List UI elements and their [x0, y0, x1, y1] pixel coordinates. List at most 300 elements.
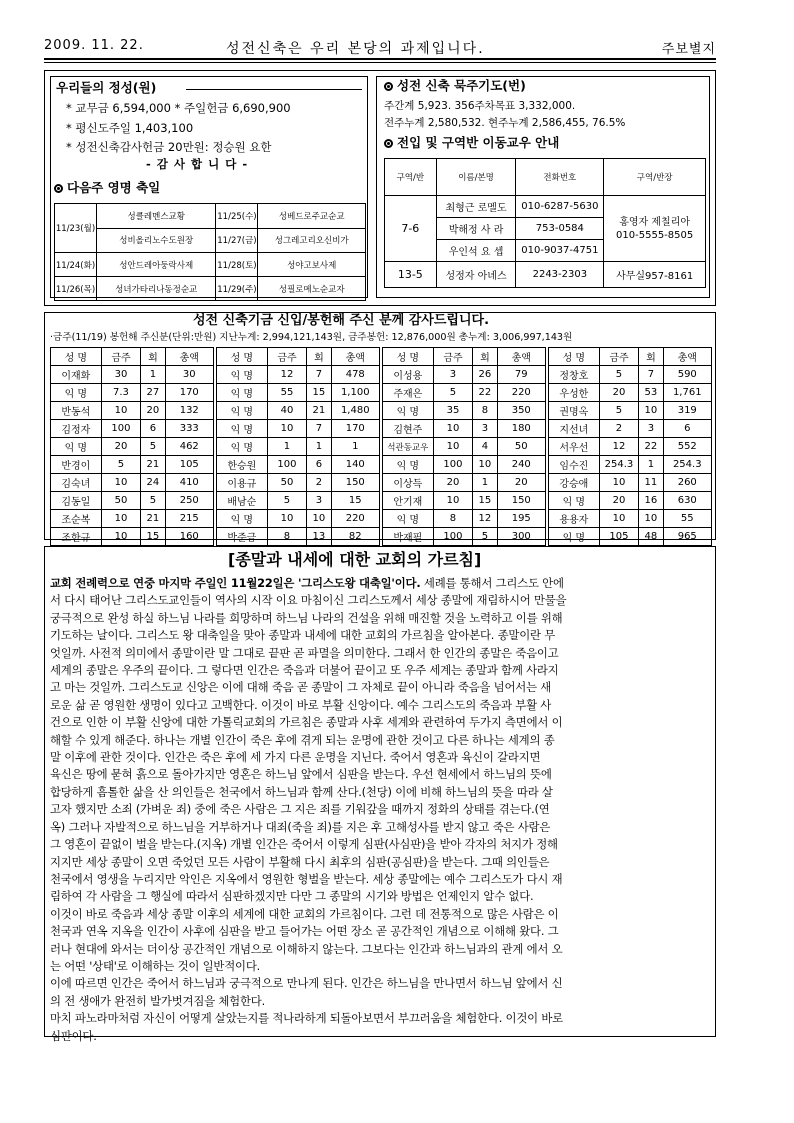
fund-cell: 7	[307, 420, 331, 438]
fund-row	[51, 510, 214, 528]
fund-table	[216, 347, 380, 546]
fund-cell: 15	[473, 492, 497, 510]
fund-cell: 12	[599, 438, 639, 456]
move-phone: 010-9037-4751	[516, 240, 604, 262]
fund-header-cell: 금주	[433, 348, 473, 366]
fund-cell: 익 명	[549, 528, 600, 546]
fund-row	[51, 528, 214, 546]
fund-cell: 300	[497, 528, 545, 546]
fund-cell: 1,100	[331, 384, 379, 402]
fund-row	[383, 384, 546, 402]
fund-cell: 53	[639, 384, 663, 402]
move-phone: 010-6287-5630	[516, 196, 604, 218]
fund-cell: 20	[497, 474, 545, 492]
fund-cell: 한승원	[217, 456, 268, 474]
fund-cell: 7	[639, 366, 663, 384]
feast-cell: 11/26(목)	[55, 277, 97, 301]
feast-cell: 11/28(토)	[216, 253, 258, 277]
fund-cell: 안기재	[383, 492, 434, 510]
fund-cell: 배남순	[217, 492, 268, 510]
feast-title-text: 다음주 영명 축일	[67, 180, 161, 195]
fund-row	[217, 366, 380, 384]
fund-cell: 익 명	[217, 384, 268, 402]
move-name: 우인석 요 셉	[436, 240, 516, 262]
move-leader: 사무실957-8161	[604, 262, 706, 288]
fund-row	[549, 384, 712, 402]
fund-header-row	[549, 348, 712, 366]
fund-cell: 55	[267, 384, 307, 402]
fund-cell: 김동일	[51, 492, 102, 510]
fund-header-cell: 총액	[663, 348, 711, 366]
fund-cell: 11	[639, 474, 663, 492]
feast-cell: 성그레고리오신비가	[258, 228, 366, 253]
fund-cell: 10	[101, 402, 141, 420]
fund-row	[549, 456, 712, 474]
fund-cell: 55	[663, 510, 711, 528]
fund-cell: 21	[141, 510, 165, 528]
article-line: 이에 따르면 인간은 죽어서 하느님과 궁극적으로 만나게 된다. 인간은 하느님을 만나면서 하느님 앞에서 신	[50, 976, 563, 991]
fund-cell: 100	[433, 528, 473, 546]
fund-cell: 8	[473, 402, 497, 420]
fund-cell: 254.3	[599, 456, 639, 474]
move-header: 전화번호	[516, 159, 604, 196]
fund-cell: 10	[433, 492, 473, 510]
article-body	[50, 575, 712, 1045]
move-table	[384, 158, 706, 288]
fund-cell: 319	[663, 402, 711, 420]
feast-cell: 성녀가타리나동정순교	[96, 277, 215, 301]
fund-cell: 6	[307, 456, 331, 474]
offerings-title-rule	[186, 89, 362, 90]
fund-header-cell: 회	[141, 348, 165, 366]
fund-row	[383, 366, 546, 384]
article-line: 말 이후에 관한 것이다. 인간은 죽은 후에 세 가지 다른 운명을 지닌다. 죽어서 영혼과 육신이 갈라지면	[50, 750, 541, 765]
fund-cell: 22	[639, 438, 663, 456]
fund-cell: 220	[331, 510, 379, 528]
article-line: 옥) 그러나 자발적으로 하느님을 거부하거나 대죄(죽을 죄)를 지은 후 고해성사를 받지 않고 죽은 사람은	[50, 819, 551, 834]
rosary-line-2: 전주누계 2,580,532. 현주누계 2,586,455, 76.5%	[384, 117, 626, 129]
fund-row	[217, 420, 380, 438]
article-line: 로운 삶 곧 영원한 생명이 있다고 고백한다. 이것이 바로 부활 신앙이다. 예수 그리스도의 죽음과 부활 사	[50, 697, 552, 712]
fund-row	[549, 366, 712, 384]
fund-row	[549, 420, 712, 438]
fund-cell: 410	[165, 474, 213, 492]
article-line: 건으로 인한 이 부활 신앙에 대한 가톨릭교회의 가르침은 종말과 사후 세계와 관련하여 두가지 측면에서 이	[50, 715, 563, 730]
move-code: 7-6	[385, 196, 437, 262]
fund-header-cell: 금주	[599, 348, 639, 366]
fund-cell: 10	[599, 510, 639, 528]
fund-cell: 반경이	[51, 456, 102, 474]
fund-header-cell: 성 명	[51, 348, 102, 366]
fund-cell: 333	[165, 420, 213, 438]
fund-row	[51, 402, 214, 420]
fund-cell: 1	[267, 438, 307, 456]
fund-cell: 105	[599, 528, 639, 546]
fund-cell: 10	[101, 510, 141, 528]
fund-cell: 지선녀	[549, 420, 600, 438]
fund-cell: 965	[663, 528, 711, 546]
fund-cell: 익 명	[217, 510, 268, 528]
fund-cell: 100	[433, 456, 473, 474]
article-line: 교회 전례력으로 연중 마지막 주일인 11월22일은 '그리스도왕 대축일'이다. 세례를 통해서 그리스도 안에	[50, 576, 564, 590]
article-line: 합당하게 흠톨한 삶을 산 의인들은 천국에서 하느님과 함께 산다.(천당) 이에 비해 하느님의 뜻을 따라 살	[50, 784, 553, 799]
fund-row	[51, 474, 214, 492]
fund-cell: 48	[639, 528, 663, 546]
fund-row	[549, 474, 712, 492]
fund-cell: 8	[433, 510, 473, 528]
article-line: 마치 파노라마처럼 자신이 어떻게 살았는지를 적나라하게 되돌아보면서 부끄러움을 체험한다. 이것이 바로	[50, 1011, 563, 1026]
fund-cell: 임수진	[549, 456, 600, 474]
fund-cell: 1	[639, 456, 663, 474]
fund-row	[383, 402, 546, 420]
move-phone: 2243-2303	[516, 262, 604, 288]
fund-row	[217, 456, 380, 474]
fund-table	[548, 347, 712, 546]
fund-cell: 10	[307, 510, 331, 528]
fund-row	[217, 438, 380, 456]
article-line: 천국과 연옥 지옥을 인간이 사후에 심판을 받고 들어가는 어떤 장소 곧 공간적인 개념으로 이해해 왔다. 그	[50, 924, 559, 939]
fund-cell: 10	[473, 456, 497, 474]
fund-cell: 익 명	[217, 366, 268, 384]
fund-cell: 1	[307, 438, 331, 456]
feast-title	[54, 180, 160, 195]
fund-cell: 160	[165, 528, 213, 546]
fund-cell: 익 명	[383, 402, 434, 420]
fund-cell: 1,761	[663, 384, 711, 402]
feast-cell: 11/24(화)	[55, 253, 97, 277]
move-leader	[604, 196, 706, 262]
rosary-line-1: 주간계 5,923. 356주차목표 3,332,000.	[384, 100, 576, 112]
fund-cell: 30	[165, 366, 213, 384]
move-header: 이름/본명	[436, 159, 516, 196]
fund-row	[383, 456, 546, 474]
fund-cell: 20	[433, 474, 473, 492]
fund-cell: 조한규	[51, 528, 102, 546]
fund-cell: 15	[331, 492, 379, 510]
fund-row	[217, 492, 380, 510]
fund-cell: 10	[639, 510, 663, 528]
fund-cell: 79	[497, 366, 545, 384]
fund-cell: 김숙녀	[51, 474, 102, 492]
fund-cell: 1,480	[331, 402, 379, 420]
fund-header-cell: 성 명	[549, 348, 600, 366]
fund-cell: 240	[497, 456, 545, 474]
fund-cell: 용용자	[549, 510, 600, 528]
fund-cell: 20	[599, 384, 639, 402]
fund-cell: 3	[433, 366, 473, 384]
move-leader-phone: 010-5555-8505	[616, 229, 694, 241]
header-motto: 성전신축은 우리 본당의 과제입니다.	[226, 41, 485, 57]
fund-header-cell: 성 명	[217, 348, 268, 366]
fund-cell: 220	[497, 384, 545, 402]
header-section: 주보별지	[661, 42, 716, 57]
fund-row	[51, 366, 214, 384]
fund-cell: 170	[331, 420, 379, 438]
fund-row	[383, 510, 546, 528]
fund-cell: 50	[497, 438, 545, 456]
fund-cell: 10	[101, 474, 141, 492]
fund-cell: 이상득	[383, 474, 434, 492]
fund-cell: 5	[101, 456, 141, 474]
fund-header-cell: 회	[307, 348, 331, 366]
move-name: 최형근 로멜도	[436, 196, 516, 218]
article-line: 의 전 생애가 완전히 발가벗겨짐을 체험한다.	[50, 993, 265, 1008]
fund-title: 성전 신축기금 신입/봉헌해 주신 분께 감사드립니다.	[193, 313, 490, 328]
fund-header-cell: 총액	[331, 348, 379, 366]
fund-row	[217, 510, 380, 528]
fund-row	[51, 492, 214, 510]
header-date: 2009. 11. 22.	[44, 38, 144, 53]
move-name: 박해정 사 라	[436, 218, 516, 240]
fund-cell: 주재은	[383, 384, 434, 402]
fund-cell: 24	[141, 474, 165, 492]
fund-cell: 10	[267, 510, 307, 528]
fund-summary: ·금주(11/19) 봉헌해 주신분(단위:만원) 지난누계: 2,994,121,143원, 금주봉헌: 12,876,000원 총누계: 3,006,997,143원	[50, 332, 573, 343]
fund-cell: 20	[599, 492, 639, 510]
fund-cell: 김현주	[383, 420, 434, 438]
fund-cell: 15	[141, 528, 165, 546]
fund-cell: 강승애	[549, 474, 600, 492]
fund-header-cell: 금주	[267, 348, 307, 366]
fund-cell: 5	[141, 438, 165, 456]
fund-cell: 590	[663, 366, 711, 384]
offerings-line-1: * 교무금 6,594,000 * 주일헌금 6,690,900	[66, 101, 291, 115]
fund-cell: 82	[331, 528, 379, 546]
move-title-text: 전입 및 구역반 이동교우 안내	[397, 135, 560, 150]
fund-cell: 20	[141, 402, 165, 420]
article-line: 궁극적으로 완성 하실 하느님 나라를 희망하며 하느님 나라의 건설을 위해 매진할 것을 노력하고 이를 위해	[50, 610, 563, 625]
fund-cell: 7	[307, 366, 331, 384]
fund-cell: 150	[331, 474, 379, 492]
fund-tables	[50, 347, 712, 544]
article-lead: 교회 전례력으로 연중 마지막 주일인 11월22일은 '그리스도왕 대축일'이다.	[50, 576, 421, 590]
feast-cell: 성필로메노순교자	[258, 277, 366, 301]
article-line: 고자 했지만 소죄 (가벼운 죄) 중에 죽은 사람은 그 지은 죄를 기워갚을 때까지 정화의 상태를 겪는다.(연	[50, 802, 550, 817]
rosary-title-text: 성전 신축 묵주기도(번)	[397, 78, 526, 93]
fund-row	[51, 420, 214, 438]
fund-cell: 13	[307, 528, 331, 546]
fund-cell: 27	[141, 384, 165, 402]
fund-header-row	[217, 348, 380, 366]
fund-cell: 150	[497, 492, 545, 510]
fund-cell: 100	[101, 420, 141, 438]
fund-cell: 5	[141, 492, 165, 510]
fund-cell: 3	[473, 420, 497, 438]
fund-table	[382, 347, 546, 546]
offerings-line-2: * 평신도주일 1,403,100	[66, 121, 194, 135]
fund-cell: 8	[267, 528, 307, 546]
fund-cell: 16	[639, 492, 663, 510]
feast-table	[54, 203, 366, 301]
fund-cell: 105	[165, 456, 213, 474]
article-line: 천국에서 영생을 누리지만 악인은 지옥에서 영원한 형벌을 받는다. 세상 종말에는 예수 그리스도가 다시 재	[50, 871, 563, 886]
fund-cell: 35	[433, 402, 473, 420]
fund-cell: 50	[267, 474, 307, 492]
fund-cell: 180	[497, 420, 545, 438]
fund-cell: 15	[307, 384, 331, 402]
article-line: 서 다시 태어난 그리스도교인들이 역사의 시작 이요 마침이신 그리스도께서 세상 종말에 재림하시어 만물을	[50, 593, 567, 608]
fund-cell: 20	[101, 438, 141, 456]
fund-cell: 12	[473, 510, 497, 528]
fund-cell: 익 명	[217, 420, 268, 438]
fund-cell: 350	[497, 402, 545, 420]
fund-cell: 정창호	[549, 366, 600, 384]
article-line: 육신은 땅에 묻혀 흙으로 돌아가지만 영혼은 하느님 앞에서 심판을 받는다. 우선 현세에서 하느님의 뜻에	[50, 767, 552, 782]
header-rule	[44, 58, 716, 60]
fund-cell: 우성한	[549, 384, 600, 402]
fund-cell: 6	[141, 420, 165, 438]
fund-cell: 1	[331, 438, 379, 456]
feast-cell: 11/27(금)	[216, 228, 258, 253]
rosary-title	[384, 78, 526, 93]
article-line: 그 영혼이 끝없이 벌을 받는다.(지옥) 개별 인간은 죽어서 이렇게 심판(사심판)을 받아 각자의 처지가 정해	[50, 837, 558, 852]
fund-cell: 10	[101, 528, 141, 546]
fund-header-cell: 회	[473, 348, 497, 366]
fund-cell: 3	[639, 420, 663, 438]
fund-cell: 익 명	[383, 510, 434, 528]
fund-row	[383, 492, 546, 510]
fund-row	[383, 420, 546, 438]
article-line: 세계의 종말은 우주의 끝이다. 그 렇다면 인간은 죽음과 더불어 끝이고 또 우주 세계는 종말과 함께 사라지	[50, 663, 559, 678]
article-line: 러나 현대에 와서는 더이상 공간적인 개념으로 이해하지 않는다. 그보다는 인간과 하느님과의 관계 에서 오	[50, 941, 563, 956]
fund-row	[549, 510, 712, 528]
fund-cell: 26	[473, 366, 497, 384]
fund-header-cell: 총액	[165, 348, 213, 366]
fund-row	[217, 384, 380, 402]
bullet-icon	[384, 82, 393, 91]
fund-cell: 4	[473, 438, 497, 456]
move-title	[384, 135, 559, 150]
fund-cell: 이성용	[383, 366, 434, 384]
feast-cell: 11/25(수)	[216, 204, 258, 229]
feast-cell: 성비올리노수도원장	[96, 228, 215, 253]
move-leader-name: 홍영자 제칠리아	[619, 216, 691, 228]
move-code: 13-5	[385, 262, 437, 288]
feast-cell: 성안드레아둥락사제	[96, 253, 215, 277]
offerings-thanks: - 감 사 합 니 다 -	[146, 157, 249, 171]
fund-cell: 10	[267, 420, 307, 438]
fund-cell: 석관동교우	[383, 438, 434, 456]
feast-cell: 11/29(주)	[216, 277, 258, 301]
fund-cell: 익 명	[217, 402, 268, 420]
fund-table	[50, 347, 214, 546]
move-header: 구역/반장	[604, 159, 706, 196]
article-title: [종말과 내세에 대한 교회의 가르침]	[228, 550, 482, 569]
fund-header-row	[383, 348, 546, 366]
article-line: 이것이 바로 죽음과 세상 종말 이후의 세계에 대한 교회의 가르침이다. 그런 데 전통적으로 많은 사람은 이	[50, 906, 559, 921]
fund-header-row	[51, 348, 214, 366]
move-name: 성정자 아녜스	[436, 262, 516, 288]
fund-row	[51, 438, 214, 456]
fund-cell: 박재필	[383, 528, 434, 546]
fund-row	[51, 456, 214, 474]
move-header: 구역/반	[385, 159, 437, 196]
offerings-line-3: * 성전신축감사헌금 20만원: 정승원 요한	[66, 140, 272, 154]
fund-header-cell: 성 명	[383, 348, 434, 366]
article-line: 고 마는 것일까. 그리스도교 신앙은 이에 대해 죽음 곧 종말이 그 자체로 끝이 아니라 죽음을 넘어서는 새	[50, 680, 552, 695]
feast-cell: 11/23(월)	[55, 204, 97, 253]
fund-cell: 10	[639, 402, 663, 420]
fund-cell: 5	[267, 492, 307, 510]
offerings-title: 우리들의 정성(원)	[56, 80, 157, 95]
fund-cell: 21	[141, 456, 165, 474]
page-header	[44, 38, 716, 60]
fund-cell: 6	[663, 420, 711, 438]
fund-cell: 반동석	[51, 402, 102, 420]
fund-cell: 2	[599, 420, 639, 438]
fund-cell: 250	[165, 492, 213, 510]
header-rule-thin	[44, 62, 716, 63]
fund-cell: 김정자	[51, 420, 102, 438]
fund-cell: 익 명	[51, 384, 102, 402]
fund-row	[383, 438, 546, 456]
fund-cell: 630	[663, 492, 711, 510]
fund-row	[217, 528, 380, 546]
fund-row	[51, 384, 214, 402]
article-line: 기도하는 날이다. 그리스도 왕 대축일을 맞아 종말과 내세에 대한 교회의 가르침을 알아본다. 종말이란 무	[50, 628, 556, 643]
fund-cell: 이재화	[51, 366, 102, 384]
fund-row	[549, 528, 712, 546]
article-line: 는 어떤 '상태'로 이해하는 것이 일반적이다.	[50, 958, 261, 973]
fund-cell: 5	[599, 366, 639, 384]
bullet-icon	[54, 184, 63, 193]
fund-cell: 40	[267, 402, 307, 420]
fund-cell: 7.3	[101, 384, 141, 402]
article-line: 림하여 각 사람을 그 행실에 따라서 심판하겠지만 다만 그 종말의 시기와 방법은 언제인지 알수 없다.	[50, 889, 534, 904]
move-phone: 753-0584	[516, 218, 604, 240]
fund-cell: 조순복	[51, 510, 102, 528]
fund-cell: 478	[331, 366, 379, 384]
fund-cell: 132	[165, 402, 213, 420]
fund-cell: 50	[101, 492, 141, 510]
fund-cell: 170	[165, 384, 213, 402]
fund-cell: 140	[331, 456, 379, 474]
fund-cell: 10	[433, 420, 473, 438]
fund-cell: 익 명	[383, 456, 434, 474]
fund-cell: 이용규	[217, 474, 268, 492]
feast-cell: 성클레멘스교황	[96, 204, 215, 229]
article-line: 지지만 세상 종말이 오면 죽었던 모든 사람이 부활해 다시 최후의 심판(공심판)을 받는다. 그때 의인들은	[50, 854, 550, 869]
fund-cell: 462	[165, 438, 213, 456]
fund-cell: 5	[599, 402, 639, 420]
fund-cell: 익 명	[549, 492, 600, 510]
fund-row	[383, 528, 546, 546]
fund-cell: 10	[599, 474, 639, 492]
fund-header-cell: 금주	[101, 348, 141, 366]
fund-cell: 30	[101, 366, 141, 384]
fund-cell: 권명옥	[549, 402, 600, 420]
fund-cell: 5	[433, 384, 473, 402]
fund-row	[549, 438, 712, 456]
fund-cell: 21	[307, 402, 331, 420]
fund-row	[549, 402, 712, 420]
fund-cell: 254.3	[663, 456, 711, 474]
fund-cell: 100	[267, 456, 307, 474]
bullet-icon	[384, 139, 393, 148]
article-line: 엇일까. 사전적 의미에서 종말이란 말 그대로 끝판 곧 파멸을 의미한다. 그래서 한 인간의 종말은 죽음이고	[50, 645, 559, 660]
fund-cell: 익 명	[51, 438, 102, 456]
fund-cell: 10	[433, 438, 473, 456]
feast-cell: 성야고보사제	[258, 253, 366, 277]
fund-cell: 5	[473, 528, 497, 546]
fund-cell: 익 명	[217, 438, 268, 456]
fund-row	[217, 474, 380, 492]
fund-header-cell: 회	[639, 348, 663, 366]
fund-row	[217, 402, 380, 420]
article-line: 해할 수 있게 해준다. 하나는 개별 인간이 죽은 후에 겪게 되는 운명에 관한 것이고 다른 하나는 세계의 종	[50, 732, 555, 747]
fund-cell: 1	[141, 366, 165, 384]
fund-cell: 서우선	[549, 438, 600, 456]
